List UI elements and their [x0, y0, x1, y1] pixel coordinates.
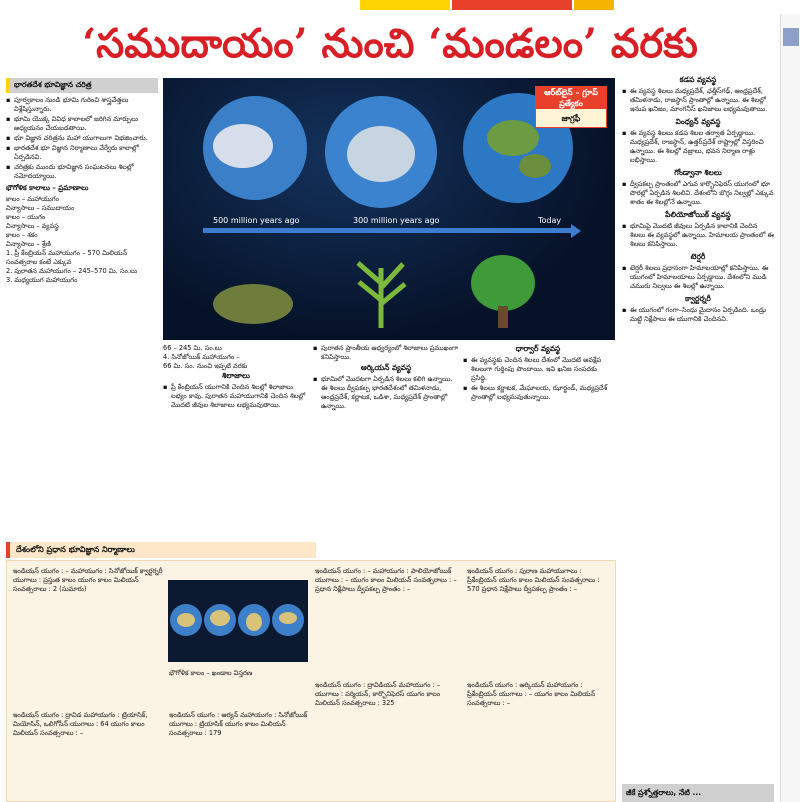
right-paragraph: ▪ ద్వీపకల్ప ప్రాంతంలో ఎగువ కార్బొనిఫెరస్ యుగంలో భూ పొరల్లో ఏర్పడిన శిలలివి. దేశంలోని బొగ్గు నిల్వల్లో ఎక్కువ శాతం ఈ శిలల్లోనే ఉన్నాయి. [622, 180, 774, 207]
mid-paragraph: ▪ ఈ వ్యవస్థకు చెందిన శిలలు దేశంలో మొదటి అవక్షేప శిలలుగా గుర్తింపు పొందాయి. ఇవి ఖనిజ సంపదకు ప్రసిద్ధి. [463, 356, 613, 383]
era-cell: ఇండియన్ యుగం : ఆర్యన్ మహాయుగం : సినోజోయిక్ యుగాలు : ట్రియాసిక్ యుగం కాలం మిలియన్ సంవత్సరాలు : 179 [169, 711, 308, 737]
mid-column-2 [313, 344, 459, 540]
era-cell: ఇండియన్ యుగం : – మహాయుగం : సినోజోయిక్ క్వార్టర్నరీ యుగాలు : ప్రస్తుత కాలం యుగం కాలం మిలియన్ సంవత్సరాలు : 2 (సుమారు) [13, 567, 163, 593]
right-column [622, 72, 774, 800]
fern [358, 263, 405, 328]
badge-bottom-text: జాగ్రఫీ [561, 114, 581, 123]
era-cell: ఇండియన్ యుగం : ద్రావిడ మహాయుగం : ట్రియాసిక్, మియోసిన్, ఒలిగోసీన్ యుగాలు : 64 యుగం కాలం మిలియన్ సంవత్సరాలు : – [13, 711, 148, 737]
mid-paragraph: ▪ ఈ శిలలు కర్ణాటక, మేఘాలయ, ఝార్ఖండ్, మధ్యప్రదేశ్ ప్రాంతాల్లో లభ్యమవుతున్నాయి. [463, 384, 613, 402]
left-numbered-item: 3. మధ్యయుగ మహాయుగం [6, 276, 78, 284]
eras-box [6, 560, 616, 802]
tree-trunk [498, 306, 508, 328]
mid-column-1 [163, 344, 309, 540]
timeline-label-500: 500 million years ago [213, 216, 300, 225]
section-badge [535, 86, 607, 128]
footer-strip: జీకే ప్రశ్నోత్తరాలు, నేటి ... [622, 784, 774, 802]
mid-column-3 [463, 344, 613, 540]
top-bar-gold [574, 0, 614, 10]
timeline-label-300: 300 million years ago [353, 216, 440, 225]
right-heading: గోండ్వానా శిలలు [674, 168, 722, 177]
mid-heading: ఆర్కియన్ వ్యవస్థ [360, 363, 412, 372]
left-bullet: ▪ భారతదేశ భూ విజ్ఞాన నిర్మాణాలు వేర్వేరు కాలాల్లో ఏర్పడినవి. [6, 144, 158, 162]
hero-illustration [163, 78, 615, 340]
era-cell: ఇండియన్ యుగం : ద్రావిడియన్ మహాయుగం : – యుగాలు : పర్మియన్, కార్బొనిఫెరస్ యుగం కాలం మిలియన్ సంవత్సరాలు : 325 [315, 681, 441, 707]
left-bullet: ▪ పూర్వకాలం నుండి భూమి గురించి శాస్త్రవేత్తలు విశ్లేషిస్తున్నారు. [6, 96, 158, 114]
drift-globes [168, 580, 308, 662]
era-cell: ఇండియన్ యుగం : – మహాయుగం : పాలియోజోయిక్ యుగాలు : – యుగం కాలం మిలియన్ సంవత్సరాలు : – ప్రధాన నిక్షేపాలు ద్వీపకల్ప ప్రాంతం : – [315, 567, 457, 593]
mid-paragraph: ▪ భూమిలో మొదటగా ఏర్పడిన శిలలు కలిగి ఉన్నాయి. ఈ శిలలు ద్వీపకల్ప భారతదేశంలో తమిళనాడు, ఆంధ్రప్రదేశ్, కర్ణాటక, ఒడిశా, మధ్యప్రదేశ్ ప్రాంతాల్లో ఉన్నాయి. [313, 375, 459, 411]
right-paragraph: ▪ ఈ యుగంలో గంగా–సింధు మైదానం ఏర్పడింది. ఒండ్రు మట్టి నిక్షేపాలు ఈ యుగానికి చెందినవి. [622, 306, 774, 324]
left-bullet: ▪ భూ విజ్ఞాన చరిత్రను మహా యుగాలుగా విభజించారు. [6, 134, 158, 143]
left-list-item: విన్యాసాలు – సముదాయం [6, 204, 75, 212]
left-bullet: ▪ చరిత్రకు ముందు భూవిజ్ఞాన సంఘటనలు శిలల్లో నమోదయ్యాయి. [6, 163, 158, 181]
map-caption: భౌగోళిక కాలం – ఖండాల విస్తరణ [169, 669, 253, 677]
badge-top-text: ఆర్‌ట్‌లైన్ – గ్రూప్ ప్రత్యేకం [536, 87, 606, 109]
continental-drift-map-strip [168, 580, 308, 662]
globe-today-landmass [487, 120, 539, 156]
left-list-item: కాలం – యుగం [6, 213, 46, 221]
mid-heading: ధార్వార్ వ్యవస్థ [515, 344, 561, 353]
right-heading: క్వార్టర్నరీ [685, 294, 711, 303]
right-paragraph: ▪ ఈ వ్యవస్థ శిలలు కడప శిలల తర్వాత ఏర్పడ్డాయి. మధ్యప్రదేశ్, రాజస్థాన్, ఉత్తర్‌ప్రదేశ్ రాష్ట్రాల్లో విస్తరించి ఉన్నాయి. ఈ శిలల్లో వజ్రాలు, భవన నిర్మాణ రాళ్లు లభిస్తాయి. [622, 129, 774, 165]
right-heading: టెర్షరీ [690, 252, 706, 261]
mid-line: 66 – 245 మి. సం.లు [163, 344, 222, 352]
era-cell: ఇండియన్ యుగం : పురాణ మహాయుగాలు : ప్రీకేంబ్రియన్ యుగం కాలం మిలియన్ సంవత్సరాలు : 570 ప్రధాన నిక్షేపాలు ద్వీపకల్ప ప్రాంతం : – [467, 567, 600, 593]
mid-paragraph: ▪ పురాతన ప్రాంతీయ ఆధ్వర్యంలో శిలాజాలు ప్రముఖంగా కనిపిస్తాయి. [313, 344, 459, 362]
tree-canopy [471, 255, 535, 311]
adjacent-page-strip [780, 14, 800, 802]
top-color-bar [0, 0, 800, 10]
right-paragraph: ▪ టెర్షరీ శిలలు ప్రధానంగా హిమాలయాల్లో కనిపిస్తాయి. ఈ యుగంలో హిమాలయాలు ఏర్పడ్డాయి. దేశంలోని ముడి చమురు నిల్వలు ఈ శిలల్లో ఉన్నాయి. [622, 264, 774, 291]
right-heading: పేలియోజోయిక్ వ్యవస్థ [665, 210, 731, 219]
right-heading: కడప వ్యవస్థ [679, 75, 717, 84]
mid-line: 4. సినోజోయిక్ మహాయుగం – [163, 353, 240, 361]
timeline-arrow [571, 224, 581, 238]
eras-box-title: దేశంలోని ప్రధాన భూవిజ్ఞాన నిర్మాణాలు [6, 542, 316, 558]
left-list-item: విన్యాసాలు – వ్యవస్థ [6, 222, 59, 230]
page-headline: ‘సముదాయం’ నుంచి ‘మండలం’ వరకు [82, 20, 698, 67]
moss-rock [213, 284, 293, 324]
globe-300-landmass [347, 126, 415, 182]
mid-paragraph: ▪ ప్రీ కేంబ్రియన్ యుగానికి చెందిన శిలల్లో శిలాజాలు లభ్యం కావు. పురాతన మహాయుగానికి చెందిన శిలల్లో మొదటి జీవుల శిలాజాలు లభ్యమవుతాయి. [163, 383, 309, 410]
right-paragraph: ▪ భూమిపై మొదటి జీవులు ఏర్పడిన కాలానికి చెందిన శిలలు ఈ వ్యవస్థలో ఉన్నాయి. హిమాలయ ప్రాంతంలో ఈ శిలలు కనిపిస్తాయి. [622, 222, 774, 249]
top-bar-yellow [360, 0, 450, 10]
left-list-item: విన్యాసాలు – శ్రేణి [6, 240, 51, 248]
left-bullet: ▪ భూమి యొక్క వివిధ కాలాలలో జరిగిన మార్పులు అధ్యయనం చేయబడతాయి. [6, 115, 158, 133]
right-paragraph: ▪ ఈ వ్యవస్థ శిలలు మధ్యప్రదేశ్, ఛత్తీస్‌గఢ్, ఆంధ్రప్రదేశ్, తమిళనాడు, రాజస్థాన్ ప్రాంతాల్లో ఉన్నాయి. ఈ శిలల్లో ఇనుప ఖనిజం, మాంగనీస్ ఖనిజాలు లభ్యమవుతాయి. [622, 87, 774, 114]
left-list-item: కాలం – మహాయుగం [6, 195, 59, 203]
adjacent-page-tab [783, 28, 799, 46]
left-sub-heading: భౌగోళిక కాలాలు – ప్రమాణాలు [6, 184, 89, 192]
left-numbered-item: 2. పురాతన మహాయుగం – 245–570 మి. సం.లు [6, 267, 137, 275]
right-heading: వింధ్యన్ వ్యవస్థ [675, 117, 721, 126]
globe-500-landmass [213, 124, 273, 168]
left-list-item: కాలం – శకం [6, 231, 38, 239]
mid-heading: శిలాజాలు [222, 371, 250, 380]
timeline [203, 216, 583, 234]
globe-today-landmass-2 [519, 154, 551, 178]
top-bar-red [452, 0, 572, 10]
left-numbered-item: 1. ప్రీ కేంబ్రియన్ మహాయుగం – 570 మిలియన్ సంవత్సరాల కంటే ఎక్కువ [6, 249, 128, 266]
left-column-chip: భారతదేశ భూవిజ్ఞాన చరిత్ర [6, 78, 158, 93]
left-column [6, 78, 158, 538]
era-cell: ఇండియన్ యుగం : ఆర్కియన్ మహాయుగం : ప్రీకేంబ్రియన్ యుగాలు : – యుగం కాలం మిలియన్ సంవత్సరాలు : – [467, 681, 596, 707]
timeline-label-today: Today [538, 216, 562, 225]
mid-line: 66 మి. సం. నుంచి ఇప్పటి వరకు [163, 362, 248, 370]
timeline-bar [203, 228, 573, 233]
